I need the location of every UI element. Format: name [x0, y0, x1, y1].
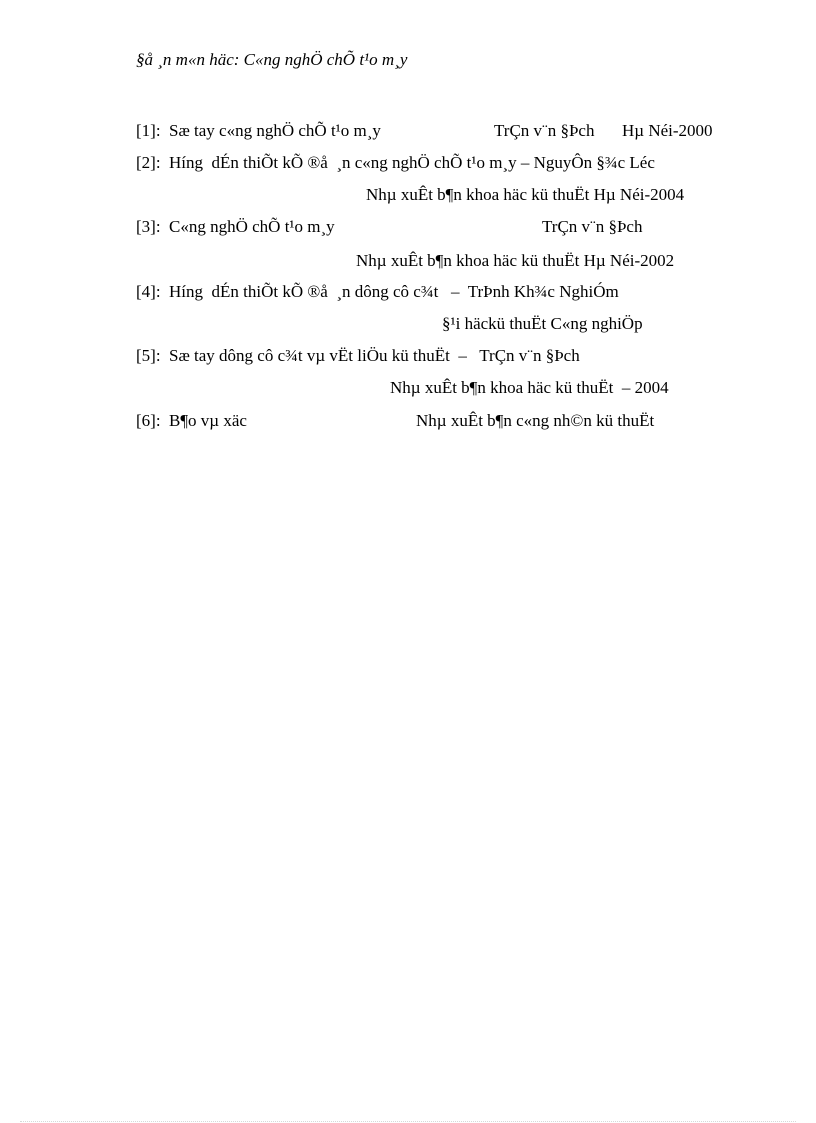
reference-index: [3]: [136, 217, 161, 236]
reference-title: Sæ tay c«ng nghÖ chÕ t¹o m¸y [169, 121, 381, 140]
page-bottom-divider [20, 1121, 796, 1122]
reference-index: [5]: [136, 346, 161, 365]
reference-author: TrÇn v¨n §Þch [494, 121, 595, 140]
reference-index: [2]: [136, 153, 161, 172]
page-header: §å ¸n m«n häc: C«ng nghÖ chÕ t¹o m¸y [136, 50, 408, 69]
reference-publisher: Nhµ xuÊt b¶n khoa häc kü thuËt Hµ Néi-2004 [366, 185, 685, 204]
reference-index: [6]: [136, 411, 161, 430]
reference-index: [1]: [136, 121, 161, 140]
reference-title: C«ng nghÖ chÕ t¹o m¸y [169, 217, 335, 236]
reference-title: B¶o vµ xäc [169, 411, 247, 430]
reference-place-year: Hµ Néi-2000 [622, 121, 713, 140]
reference-publisher: Nhµ xuÊt b¶n c«ng nh©n kü thuËt [416, 411, 655, 430]
reference-author: TrÇn v¨n §Þch [542, 217, 643, 236]
reference-index: [4]: [136, 282, 161, 301]
reference-title: Sæ tay dông cô c¾t vµ vËt liÖu kü thuËt – TrÇn v¨n §Þch [169, 346, 580, 365]
reference-title: Híng dÉn thiÕt kÕ ®å ¸n dông cô c¾t – TrÞnh Kh¾c NghiÓm [169, 282, 619, 301]
reference-publisher: Nhµ xuÊt b¶n khoa häc kü thuËt Hµ Néi-2002 [356, 251, 675, 270]
reference-title: Híng dÉn thiÕt kÕ ®å ¸n c«ng nghÖ chÕ t¹o m¸y – NguyÔn §¾c Léc [169, 153, 655, 172]
reference-publisher: Nhµ xuÊt b¶n khoa häc kü thuËt – 2004 [390, 378, 669, 397]
reference-publisher: §¹i häckü thuËt C«ng nghiÖp [442, 314, 643, 333]
